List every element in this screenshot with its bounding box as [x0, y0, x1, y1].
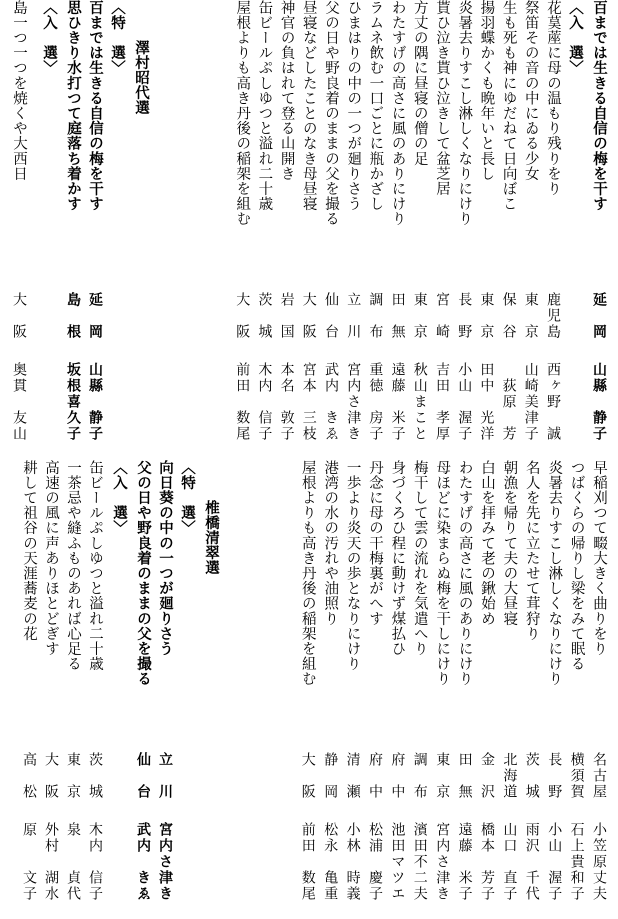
author-entry — [298, 292, 320, 442]
author-entry — [588, 752, 610, 902]
toku-poem: 百までは生きる自信の梅を干す — [87, 0, 103, 212]
author-name: 木内 信子 — [256, 362, 273, 442]
author-name: 池田マツエ — [389, 822, 406, 902]
author-prefecture: 茨 城 — [87, 752, 103, 800]
author-entry — [475, 292, 497, 442]
author-prefecture: 東 京 — [478, 292, 495, 340]
author-prefecture: 静 岡 — [322, 752, 339, 800]
nyusen-heading: 〈入 選〉 — [567, 0, 583, 76]
author-entry — [40, 752, 62, 902]
poem-line: 島一つ一つを焼くや大西日 — [11, 0, 27, 182]
poem-line: 身づくろひ程に動けず煤払ひ — [389, 460, 406, 657]
author-name: 小林 時義 — [344, 822, 361, 902]
author-entry — [319, 752, 341, 902]
author-entry — [409, 752, 431, 902]
poem-line: 港湾の水の汚れや油照り — [322, 460, 339, 627]
author-name: 小笠原丈夫 — [591, 822, 607, 902]
author-entry — [588, 292, 610, 442]
author-name: 木内 信子 — [87, 822, 103, 902]
toku-heading: 〈特 選〉 — [109, 0, 125, 76]
toku-poem: 思ひきり水打つて庭落ち着かす — [65, 0, 81, 212]
poem-line: 屋根よりも高き丹後の稲架を組む — [299, 460, 316, 687]
poem-line: ラムネ飲む一口ごとに瓶かざし — [367, 0, 384, 212]
author-name: 宮内さ津き — [345, 362, 362, 442]
author-prefecture: 茨 城 — [523, 752, 540, 800]
author-name: 奥貫 友山 — [11, 362, 27, 442]
poem-line: 白山を拝みて老の鍬始め — [479, 460, 495, 627]
author-entry — [342, 292, 364, 442]
nyusen-heading: 〈入 選〉 — [41, 0, 57, 76]
poem-line: 高速の風に声ありほとどぎす — [43, 460, 59, 657]
author-prefecture: 仙 台 — [323, 292, 339, 340]
author-name: 宮本 三枝 — [300, 362, 317, 442]
author-prefecture: 東 京 — [65, 752, 81, 800]
author-prefecture: 延 岡 — [87, 292, 103, 340]
poem-line: つばくらの帰りし梁をみて眠る — [568, 460, 585, 672]
author-prefecture: 仙 台 — [135, 752, 151, 800]
author-prefecture: 大 阪 — [300, 292, 317, 340]
poem-line: わたすげの高さに風のありにけり — [389, 0, 406, 227]
poem-line: 花茣蓙に母の温もり残りをり — [545, 0, 561, 197]
title-poem: 百までは生きる自信の梅を干す — [591, 0, 607, 212]
author-name: 秋山まこと — [411, 362, 428, 442]
poem-line: 梅干して雲の流れを気遣へり — [411, 460, 428, 657]
poem-line: 缶ビールぷしゆつと溢れ二十歳 — [87, 460, 103, 672]
author-prefecture: 宮 崎 — [434, 292, 450, 340]
author-name: 原 文子 — [21, 822, 37, 902]
author-entry — [342, 752, 364, 902]
poem-line: 朝漁を帰りて夫の大昼寝 — [501, 460, 518, 627]
author-name: 遠藤 米子 — [389, 362, 406, 442]
bottom-section — [0, 460, 618, 919]
author-prefecture: 調 布 — [367, 292, 384, 340]
author-name: 小山 渥子 — [456, 362, 473, 442]
author-name: 濱田不二夫 — [411, 822, 428, 902]
author-entry — [320, 292, 342, 442]
author-prefecture: 名古屋 — [591, 752, 607, 800]
author-name: 西ヶ野 誠 — [545, 362, 561, 442]
author-name: 雨沢 千代 — [523, 822, 540, 902]
author-name: 前田 数尾 — [234, 362, 251, 442]
author-entry — [476, 752, 498, 902]
poem-line: 炎暑去りすこし淋しくなりにけり — [546, 460, 563, 687]
author-name: 橋本 芳子 — [479, 822, 495, 902]
author-prefecture: 鹿児島 — [545, 292, 561, 340]
poem-line: 缶ビールぷしゆつと溢れ二十歳 — [256, 0, 273, 212]
poem-line: 貰ひ泣き貰ひ泣きして盆芝居 — [434, 0, 450, 197]
author-entry — [543, 752, 565, 902]
author-name: 武内 きゑ — [323, 362, 339, 442]
poem-line: 生も死も神にゆだねて日向ぼこ — [500, 0, 517, 212]
poem-line: 揚羽蝶かくも晩年いと長し — [478, 0, 495, 182]
author-name: 石上貴和子 — [568, 822, 585, 902]
author-entry — [520, 292, 542, 442]
author-name: 吉田 孝厚 — [434, 362, 450, 442]
author-name: 遠藤 米子 — [456, 822, 473, 902]
toku-poem: 父の日や野良着のままの父を撮る — [135, 460, 151, 687]
poem-line: 祭笛その音の中にゐる少女 — [522, 0, 539, 182]
author-prefecture: 金 沢 — [479, 752, 495, 800]
author-prefecture: 岩 国 — [278, 292, 295, 340]
author-name: 宮内さ津き — [434, 822, 451, 902]
poem-line: 耕して祖谷の天涯蕎麦の花 — [21, 460, 37, 642]
author-prefecture: 茨 城 — [256, 292, 273, 340]
poem-line: 早稲刈つて畷大きく曲りをり — [591, 460, 607, 657]
author-prefecture: 東 京 — [434, 752, 451, 800]
author-prefecture: 立 川 — [345, 292, 362, 340]
toku-poem: 向日葵の中の一つが廻りさう — [157, 460, 173, 657]
author-prefecture: 大 阪 — [234, 292, 251, 340]
shiibashi-selector-label: 椎橋清翠選 — [203, 500, 219, 576]
poem-line: 炎暑去りすこし淋しくなりにけり — [456, 0, 473, 227]
poem-line: ひまはりの中の一つが廻りさう — [345, 0, 362, 212]
poem-line: 方丈の隅に昼寝の僧の足 — [411, 0, 428, 167]
author-name: 宮内さ津き — [157, 822, 173, 902]
author-name: 前田 数尾 — [299, 822, 316, 902]
author-entry — [84, 292, 106, 442]
author-prefecture: 田 無 — [389, 292, 406, 340]
poem-line: 名人を先に立たせて茸狩り — [523, 460, 540, 642]
toku-heading: 〈特 選〉 — [179, 460, 195, 536]
poem-line: 一歩より炎天の歩となりにけり — [344, 460, 361, 672]
author-entry — [62, 292, 84, 442]
poem-line: 昼寝などしたことのなき母昼寝 — [300, 0, 317, 212]
poem-line: 父の日や野良着のままの父を撮る — [323, 0, 339, 227]
author-entry — [521, 752, 543, 902]
author-prefecture: 東 京 — [522, 292, 539, 340]
author-name: 武内 きゑ — [135, 822, 151, 902]
author-prefecture: 府 中 — [367, 752, 383, 800]
author-prefecture: 長 野 — [546, 752, 563, 800]
author-name: 山崎美津子 — [522, 362, 539, 442]
author-prefecture: 調 布 — [411, 752, 428, 800]
author-name: 外村 湖水 — [43, 822, 59, 902]
author-name: 本名 敦子 — [278, 362, 295, 442]
author-prefecture: 立 川 — [157, 752, 173, 800]
author-name: 重徳 房子 — [367, 362, 384, 442]
author-entry — [297, 752, 319, 902]
poem-line: 一茶忌や縫ふものあれば心足る — [65, 460, 81, 672]
author-entry — [276, 292, 298, 442]
poem-line: 屋根よりも高き丹後の稲架を組む — [234, 0, 251, 227]
poem-line: 神官の負はれて登る山開き — [278, 0, 295, 182]
author-entry — [231, 292, 253, 442]
author-entry — [542, 292, 564, 442]
author-entry — [364, 752, 386, 902]
author-entry — [8, 292, 30, 442]
poem-line: わたすげの高さに風のありにけり — [456, 460, 473, 687]
author-prefecture: 田 無 — [456, 752, 473, 800]
author-name: 山口 直子 — [501, 822, 518, 902]
author-name: 荻原 芳 — [500, 378, 517, 442]
author-entry — [253, 292, 275, 442]
author-name: 坂根喜久子 — [65, 362, 81, 442]
author-entry — [18, 752, 40, 902]
author-entry — [409, 292, 431, 442]
author-prefecture: 長 野 — [456, 292, 473, 340]
sawamura-selector-label: 澤村昭代選 — [133, 40, 149, 116]
author-entry — [498, 292, 520, 442]
author-entry — [566, 752, 588, 902]
author-entry — [387, 292, 409, 442]
author-prefecture: 島 根 — [65, 292, 81, 340]
author-prefecture: 保 谷 — [500, 292, 517, 340]
author-name: 山縣 静子 — [591, 362, 607, 442]
author-name: 泉 貞代 — [65, 822, 81, 902]
bottom-author-row — [0, 752, 618, 912]
author-name: 松永 亀重 — [322, 822, 339, 902]
author-entry — [498, 752, 520, 902]
author-prefecture: 北海道 — [501, 752, 518, 800]
author-prefecture: 高 松 — [21, 752, 37, 800]
author-prefecture: 横須賀 — [568, 752, 585, 800]
poem-line: 丹念に母の干梅裏がへす — [367, 460, 383, 627]
author-prefecture: 大 阪 — [11, 292, 27, 340]
author-entry — [364, 292, 386, 442]
author-entry — [431, 292, 453, 442]
author-entry — [62, 752, 84, 902]
author-entry — [154, 752, 176, 902]
top-author-row — [0, 292, 618, 452]
nyusen-heading: 〈入 選〉 — [111, 460, 127, 536]
author-entry — [386, 752, 408, 902]
author-name: 山縣 静子 — [87, 362, 103, 442]
author-prefecture: 延 岡 — [591, 292, 607, 340]
poem-line: 母ほどに染まらぬ梅を干しにけり — [434, 460, 451, 687]
author-entry — [431, 752, 453, 902]
author-prefecture: 大 阪 — [299, 752, 316, 800]
author-entry — [453, 292, 475, 442]
author-entry — [454, 752, 476, 902]
author-name: 田中 光洋 — [478, 362, 495, 442]
author-prefecture: 大 阪 — [43, 752, 59, 800]
author-name: 松浦 慶子 — [367, 822, 383, 902]
author-name: 小山 渥子 — [546, 822, 563, 902]
author-prefecture: 東 京 — [411, 292, 428, 340]
author-prefecture: 府 中 — [389, 752, 406, 800]
author-entry — [132, 752, 154, 902]
author-entry — [84, 752, 106, 902]
author-prefecture: 清 瀬 — [344, 752, 361, 800]
